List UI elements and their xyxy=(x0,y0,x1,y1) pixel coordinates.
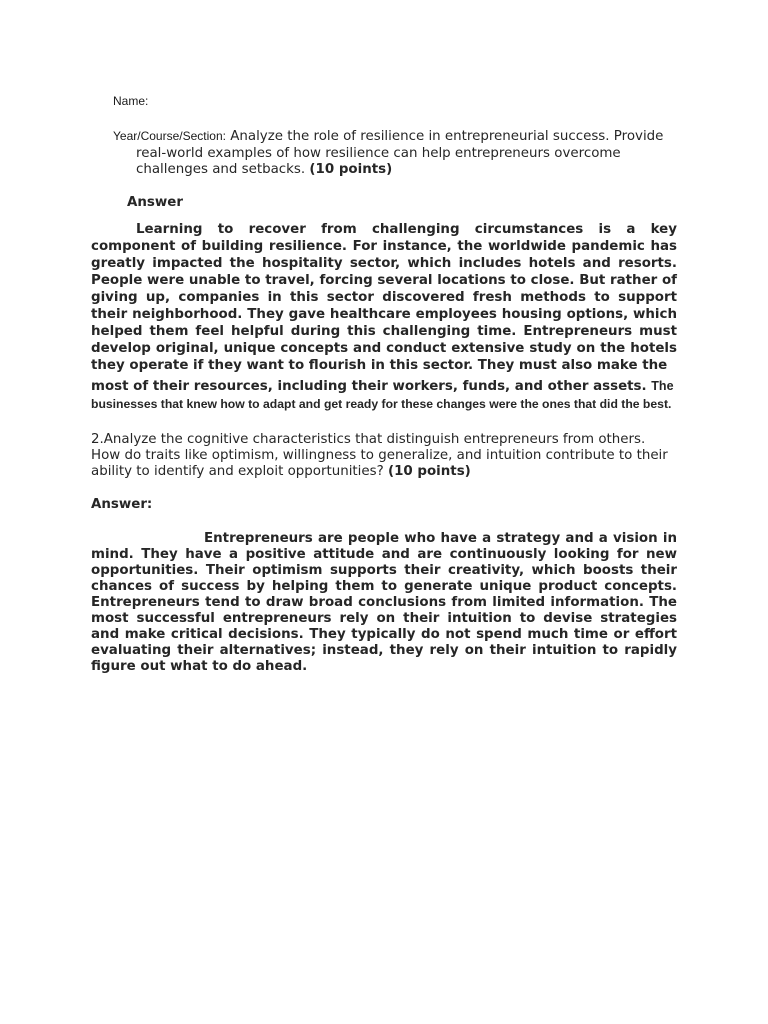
question-1-text-rest: real-world examples of how resilience can help entrepreneurs overcome challenges and setbacks. (10 points) xyxy=(136,145,621,177)
question-2 xyxy=(91,432,677,480)
section-label: Year/Course/Section: xyxy=(113,129,226,143)
question-2-text: 2.Analyze the cognitive characteristics that distinguish entrepreneurs from others. How do traits like optimism, willingness to generalize, and intuition contribute to their ability to identify and exploit opportunities? xyxy=(91,432,668,479)
answer-2-heading: Answer: xyxy=(91,497,153,512)
question-1 xyxy=(113,128,673,179)
answer-1-last-line: businesses that knew how to adapt and get ready for these changes were the ones that did the best. xyxy=(91,397,672,411)
answer-1-paragraph: Learning to recover from challenging circumstances is a key component of building resilience. For instance, the worldwide pandemic has greatly impacted the hospitality sector, which includes hotels and resorts. People were unable to travel, forcing several locations to close. But rather of giving up, companies in this sector discovered fresh methods to support their neighborhood. They gave healthcare employees housing options, which helped them feel helpful during this challenging time. Entrepreneurs must develop original, unique concepts and conduct extensive study on the hotels they operate if they want to flourish in this sector. They must also make the xyxy=(91,222,677,373)
answer-2-paragraph: Entrepreneurs are people who have a strategy and a vision in mind. They have a positive attitude and are continuously looking for new opportunities. Their optimism supports their creativity, which boosts their chances of success by helping them to generate unique product concepts. Entrepreneurs tend to draw broad conclusions from limited information. The most successful entrepreneurs rely on their intuition to devise strategies and make critical decisions. They typically do not spend much time or effort evaluating their alternatives; instead, they rely on their intuition to rapidly figure out what to do ahead. xyxy=(91,531,677,674)
question-1-text-first-line: Analyze the role of resilience in entrepreneurial success. Provide xyxy=(230,129,664,144)
question-2-points: (10 points) xyxy=(387,464,471,479)
answer-1-tail xyxy=(91,378,677,395)
answer-1-tail-text: most of their resources, including their workers, funds, and other assets. xyxy=(91,379,647,394)
name-label: Name: xyxy=(113,94,149,108)
answer-1-heading: Answer xyxy=(127,195,183,210)
question-1-points: (10 points) xyxy=(309,162,393,177)
answer-1-tail-word: The xyxy=(651,379,674,393)
